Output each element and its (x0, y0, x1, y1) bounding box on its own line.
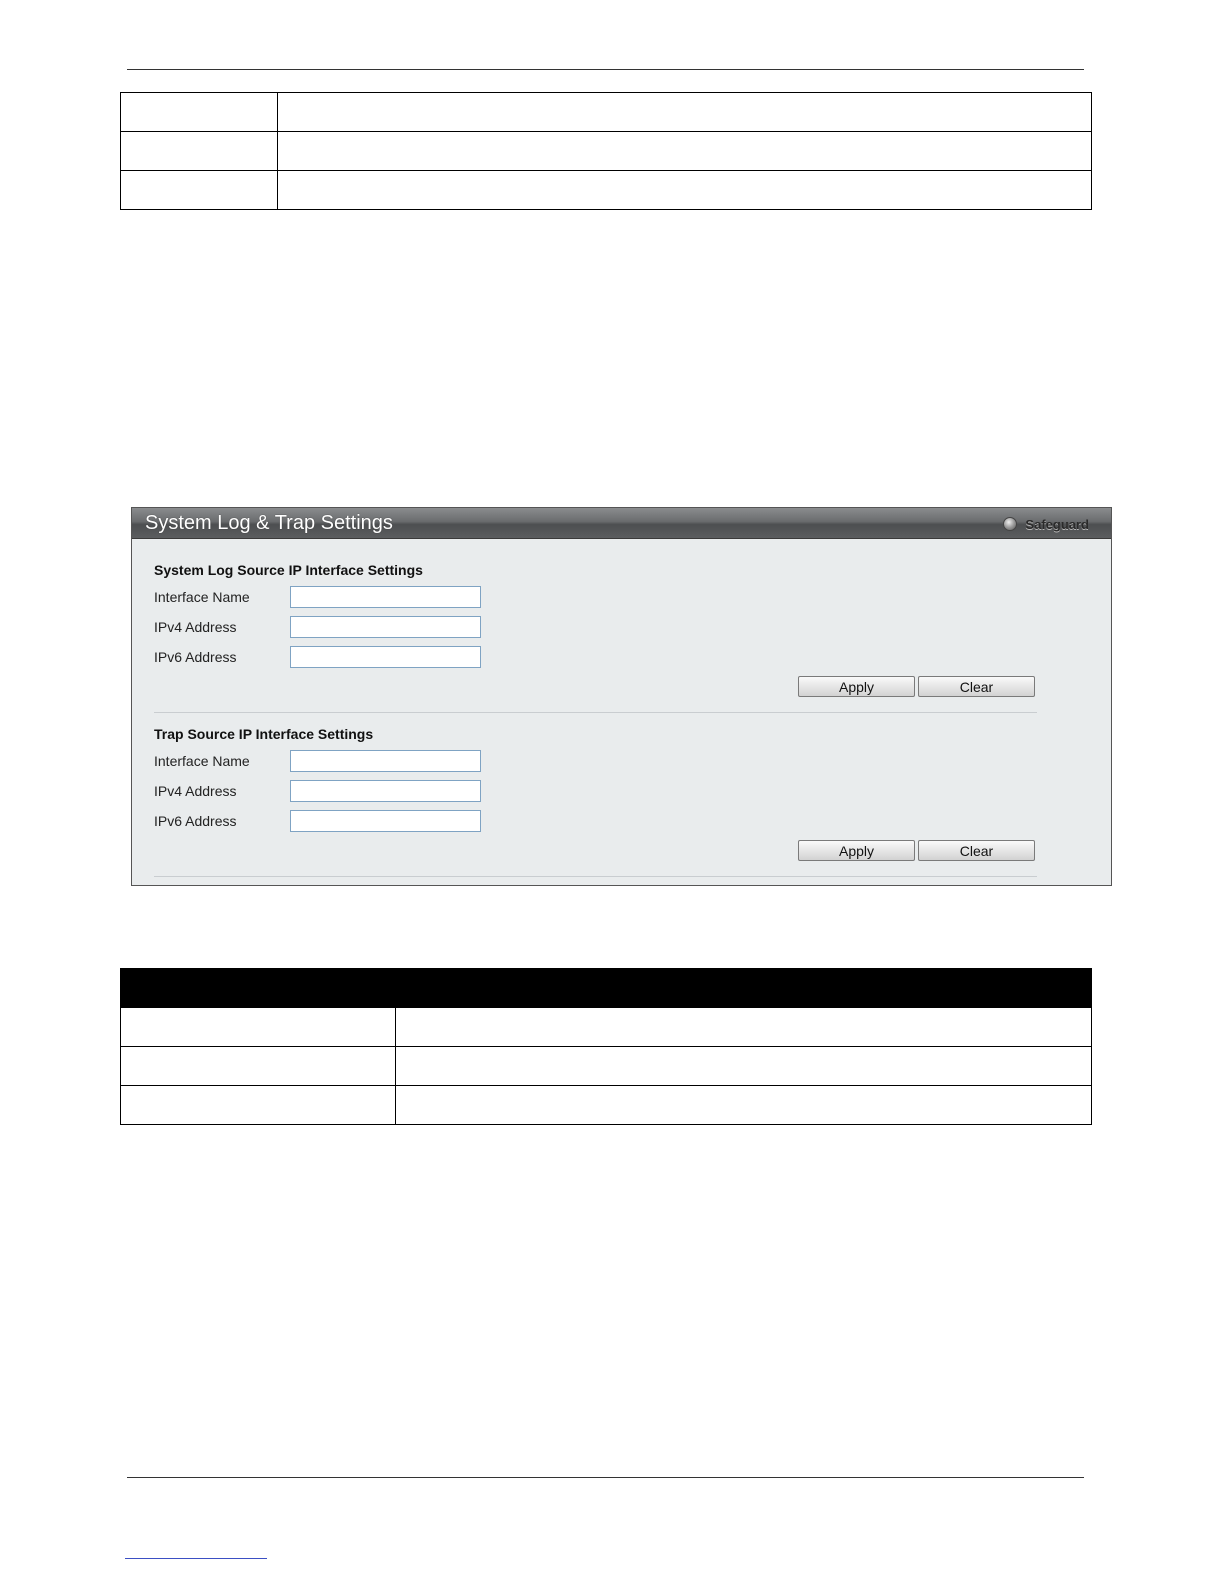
safeguard-icon (1003, 517, 1017, 531)
syslog-apply-button[interactable]: Apply (798, 676, 915, 697)
safeguard-indicator[interactable] (1003, 516, 1089, 532)
table-header-description (396, 969, 1092, 1008)
table-cell-parameter (121, 1008, 396, 1047)
table-row (121, 1086, 1092, 1125)
syslog-ipv6-label: IPv6 Address (154, 649, 237, 665)
syslog-clear-button[interactable]: Clear (918, 676, 1035, 697)
trap-interface-name-input[interactable] (290, 750, 481, 772)
panel-title: System Log & Trap Settings (145, 512, 393, 534)
table-cell-description (278, 171, 1092, 210)
system-log-trap-settings-panel (131, 507, 1112, 886)
table-row (121, 93, 1092, 132)
table-cell-parameter (121, 171, 278, 210)
section-divider (154, 712, 1037, 713)
table-cell-parameter (121, 1047, 396, 1086)
syslog-section-title: System Log Source IP Interface Settings (154, 562, 423, 578)
table-cell-description (278, 132, 1092, 171)
header-rule (127, 69, 1084, 70)
table-row (121, 1047, 1092, 1086)
safeguard-label: Safeguard (1025, 517, 1089, 532)
table-row (121, 171, 1092, 210)
table-header-parameter (121, 969, 396, 1008)
trap-section-title: Trap Source IP Interface Settings (154, 726, 374, 742)
table-cell-description (396, 1008, 1092, 1047)
syslog-interface-name-label: Interface Name (154, 589, 250, 605)
trap-ipv4-input[interactable] (290, 780, 481, 802)
table-cell-parameter (121, 132, 278, 171)
syslog-ipv6-input[interactable] (290, 646, 481, 668)
table-row (121, 132, 1092, 171)
footer-link-underline[interactable] (125, 1558, 267, 1559)
table-cell-description (278, 93, 1092, 132)
table-cell-parameter (121, 93, 278, 132)
syslog-ipv4-input[interactable] (290, 616, 481, 638)
syslog-interface-name-input[interactable] (290, 586, 481, 608)
section-divider (154, 876, 1037, 877)
table-cell-parameter (121, 1086, 396, 1125)
footer-rule (127, 1477, 1084, 1478)
trap-interface-name-label: Interface Name (154, 753, 250, 769)
trap-ipv4-label: IPv4 Address (154, 783, 237, 799)
trap-clear-button[interactable]: Clear (918, 840, 1035, 861)
table-header-row (121, 969, 1092, 1008)
syslog-ipv4-label: IPv4 Address (154, 619, 237, 635)
table-row (121, 1008, 1092, 1047)
table-cell-description (396, 1086, 1092, 1125)
trap-apply-button[interactable]: Apply (798, 840, 915, 861)
table-cell-description (396, 1047, 1092, 1086)
panel-header (132, 508, 1111, 539)
parameter-table-bottom (120, 968, 1092, 1125)
parameter-table-top (120, 92, 1092, 210)
trap-ipv6-input[interactable] (290, 810, 481, 832)
trap-ipv6-label: IPv6 Address (154, 813, 237, 829)
